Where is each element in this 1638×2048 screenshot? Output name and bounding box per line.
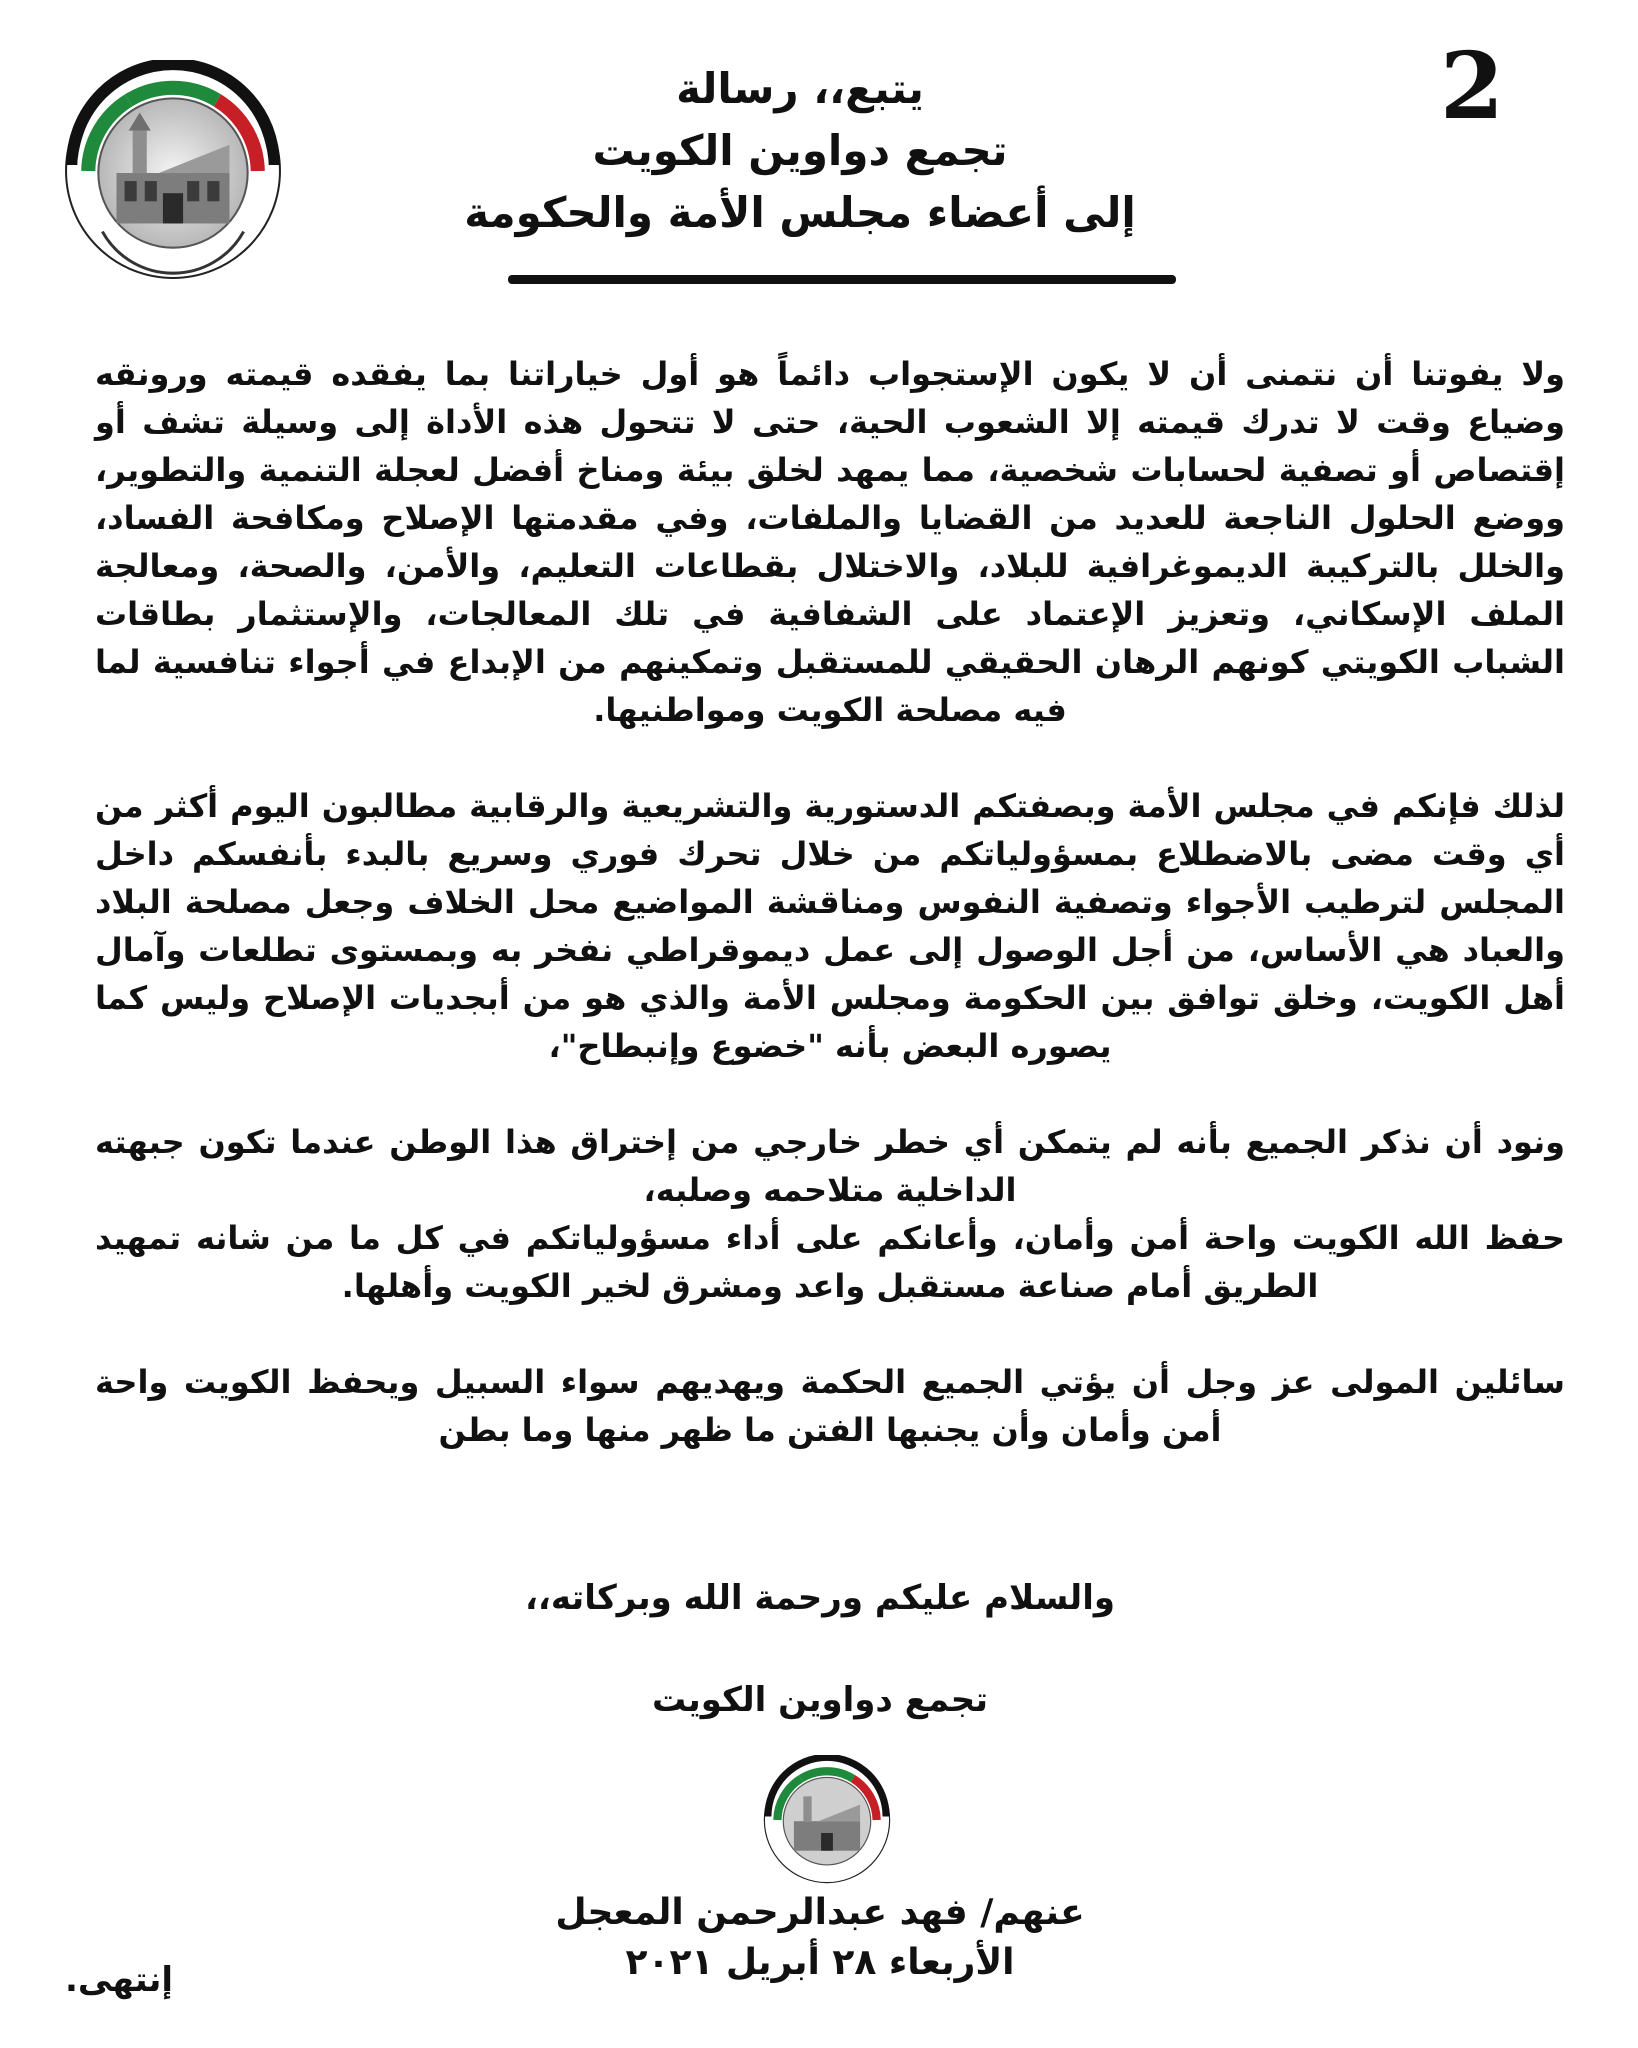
header-line-3: إلى أعضاء مجلس الأمة والحكومة <box>464 188 1136 237</box>
header-divider <box>508 275 1176 284</box>
paragraph-2: لذلك فإنكم في مجلس الأمة وبصفتكم الدستورية والتشريعية والرقابية مطالبون اليوم أكثر من أي وقت مضى بالاضطلاع بمسؤولياتكم من خلال تحرك فوري وسريع بالبدء بأنفسكم داخل المجلس لترطيب الأجواء وتصفية النفوس ومناقشة المواضيع محل الخلاف وجعل مصلحة البلاد والعباد هي الأساس، من أجل الوصول إلى عمل ديموقراطي نفخر به وبمستوى تطلعات وآمال أهل الكويت، وخلق توافق بين الحكومة ومجلس الأمة والذي هو من أبجديات الإصلاح وليس كما يصوره البعض بأنه "خضوع وإنبطاح"، <box>95 787 1565 1065</box>
signer-name: عنهم/ فهد عبدالرحمن المعجل <box>555 1892 1085 1933</box>
diwaniya-logo-icon <box>62 60 284 282</box>
paragraph-1: ولا يفوتنا أن نتمنى أن لا يكون الإستجواب دائماً هو أول خياراتنا بما يفقده قيمته ورونقه وضياع وقت لا تدرك قيمته إلا الشعوب الحية، حتى لا تتحول هذه الأداة إلى وسيلة تشف أو إقتصاص أو تصفية لحسابات شخصية، مما يمهد لخلق بيئة ومناخ أفضل لعجلة التنمية والتطوير، ووضع الحلول الناجعة للعديد من القضايا والملفات، وفي مقدمتها الإصلاح ومكافحة الفساد، والخلل بالتركيبة الديموغرافية للبلاد، والاختلال بقطاعات التعليم، والأمن، والصحة، ومعالجة الملف الإسكاني، وتعزيز الإعتماد على الشفافية في تلك المعالجات، والإستثمار بطاقات الشباب الكويتي كونهم الرهان الحقيقي للمستقبل وتمكينهم من الإبداع في أجواء تنافسية لما فيه مصلحة الكويت ومواطنيها. <box>95 355 1565 729</box>
signer-block <box>500 1888 1140 1988</box>
paragraph-5: سائلين المولى عز وجل أن يؤتي الجميع الحكمة ويهديهم سواء السبيل ويحفظ الكويت واحة أمن وأمان وأن يجنبها الفتن ما ظهر منها وما بطن <box>95 1363 1565 1449</box>
page-number: 2 <box>1440 32 1505 140</box>
end-note: إنتهى. <box>65 1960 174 2000</box>
paragraph-4: حفظ الله الكويت واحة أمن وأمان، وأعانكم على أداء مسؤولياتكم في كل ما من شانه تمهيد الطريق أمام صناعة مستقبل واعد ومشرق لخير الكويت وأهلها. <box>95 1219 1565 1305</box>
header-line-2: تجمع دواوين الكويت <box>592 126 1008 175</box>
diwaniya-seal-icon <box>762 1755 892 1885</box>
organization-signature: تجمع دواوين الكويت <box>652 1680 988 1720</box>
letter-date: الأربعاء ٢٨ أبريل ٢٠٢١ <box>625 1942 1015 1983</box>
paragraph-3: ونود أن نذكر الجميع بأنه لم يتمكن أي خطر خارجي من إختراق هذا الوطن عندما تكون جبهته الداخلية متلاحمه وصلبه، <box>95 1123 1565 1209</box>
letter-header <box>400 58 1200 244</box>
closing-greeting: والسلام عليكم ورحمة الله وبركاته،، <box>524 1578 1115 1618</box>
letter-body <box>95 350 1565 1502</box>
header-line-1: يتبع،، رسالة <box>676 64 924 113</box>
